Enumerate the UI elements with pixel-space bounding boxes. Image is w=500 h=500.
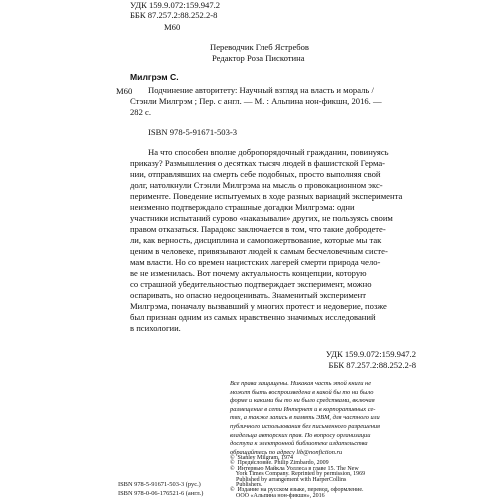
editor-credit: Редактор Роза Пискотина: [212, 53, 305, 63]
rights-line: обращайтесь по адресу lib@nonfiction.ru: [230, 448, 343, 456]
udk-code-top: УДК 159.9.072:159.947.2: [130, 0, 221, 10]
bib-line: Стэнли Милгрэм ; Пер. с англ. — М. : Альпина нон-фикшн, 2016. —: [130, 96, 382, 106]
bib-author: Милгрэм С.: [130, 72, 179, 82]
annotation-line: На что способен вполне добропорядочный гражданин, повинуясь: [148, 147, 389, 157]
annotation-line: ли, как верность, дисциплина и самопожертвование, которые мы так: [130, 235, 382, 245]
copyright-line: York Times Company. Reprinted by permission, 1969: [230, 471, 366, 478]
annotation-line: ценим в человеке, привязывают людей к самым бесчеловечным систе-: [130, 246, 388, 256]
annotation-line: Милгрэма, поначалу вызвавший у многих протест и недоверие, позже: [130, 301, 387, 311]
annotation-line: неизменно подтверждало страшные догадки Милгрэма: одни: [130, 202, 355, 212]
annotation-line: нии, отправлявших на смерть себе подобных, просто выполняя свой: [130, 169, 381, 179]
isbn-russian: ISBN 978-5-91671-503-3 (рус.): [118, 481, 201, 488]
author-mark-top: М60: [164, 22, 181, 32]
annotation-line: мам власти. Но со времен нацистских лагерей смерти природа чело-: [130, 257, 381, 267]
copyright-line: © Предисловие. Philip Zimbardo, 2009: [230, 460, 329, 467]
rights-line: доступа к электронной библиотеке издательства: [230, 440, 368, 448]
annotation-line: был признан одним из самых нравственно значимых исследований: [130, 312, 376, 322]
copyright-line: © Интервью Майкла Уоллеса в главе 15. The New: [230, 465, 359, 472]
bbk-code-bottom: ББК 87.257.2:88.252.2-8: [328, 360, 416, 370]
udk-code-bottom: УДК 159.9.072:159.947.2: [325, 349, 416, 359]
rights-line: владельца авторских прав. По вопросу организации: [230, 431, 371, 439]
annotation-line: приказу? Размышления о десятках тысяч людей в фашистской Герма-: [130, 158, 385, 168]
translator-credit: Переводчик Глеб Ястребов: [210, 42, 309, 52]
bib-description: [130, 85, 382, 118]
annotation-line: оспаривать, но опасно недооценивать. Знаменитый эксперимент: [130, 290, 366, 300]
rights-line: может быть воспроизведена в какой бы то ни было: [230, 388, 374, 396]
copyright-block: [230, 456, 365, 499]
annotation-line: перименте. Поведение испытуемых в ходе разных вариаций эксперимента: [130, 191, 403, 201]
copyright-line: © Издание на русском языке, перевод, оформление.: [230, 487, 364, 494]
annotation-line: со страшной убедительностью подтверждает эксперимент, можно: [130, 279, 372, 289]
annotation-line: ве не изменилась. Вот почему актуальность концепции, которую: [130, 268, 367, 278]
annotation-line: в психологии.: [130, 323, 181, 333]
annotation-line: правом отказаться. Парадокс заключается в том, что такие добродете-: [130, 224, 386, 234]
rights-line: Все права защищены. Никакая часть этой книги не: [230, 380, 372, 387]
copyright-line: ООО «Альпина нон-фикшн», 2016: [230, 492, 325, 499]
rights-line: тях, а также запись в память ЭВМ, для частного или: [230, 414, 380, 422]
copyright-line: Publishers.: [230, 482, 263, 489]
rights-notice: [230, 380, 380, 457]
bib-code: М60: [116, 86, 133, 96]
rights-line: размещение в сети Интернет и в корпоративных се-: [230, 405, 376, 413]
bib-line: Подчинение авторитету: Научный взгляд на власть и мораль /: [148, 85, 374, 95]
annotation-line: участники испытаний сурово «наказывали» других, не пользуясь своим: [130, 213, 393, 223]
annotation-line: долг, натолкнули Стэнли Милгрэма на мысль о провокационном экс-: [130, 180, 383, 190]
bbk-code-top: ББК 87.257.2:88.252.2-8: [130, 10, 218, 20]
isbn-english: ISBN 978-0-06-176521-6 (англ.): [118, 490, 204, 497]
bib-isbn: ISBN 978-5-91671-503-3: [148, 127, 238, 137]
bib-line: 282 с.: [130, 107, 152, 117]
rights-line: форме и какими бы то ни было средствами, включая: [230, 397, 375, 405]
copyright-line: Published by arrangement with HarperCollins: [230, 476, 347, 483]
rights-line: публичного использования без письменного разрешения: [230, 422, 381, 430]
annotation-paragraph: [130, 147, 402, 334]
copyright-line: © Stanley Milgram, 1974: [230, 455, 294, 461]
